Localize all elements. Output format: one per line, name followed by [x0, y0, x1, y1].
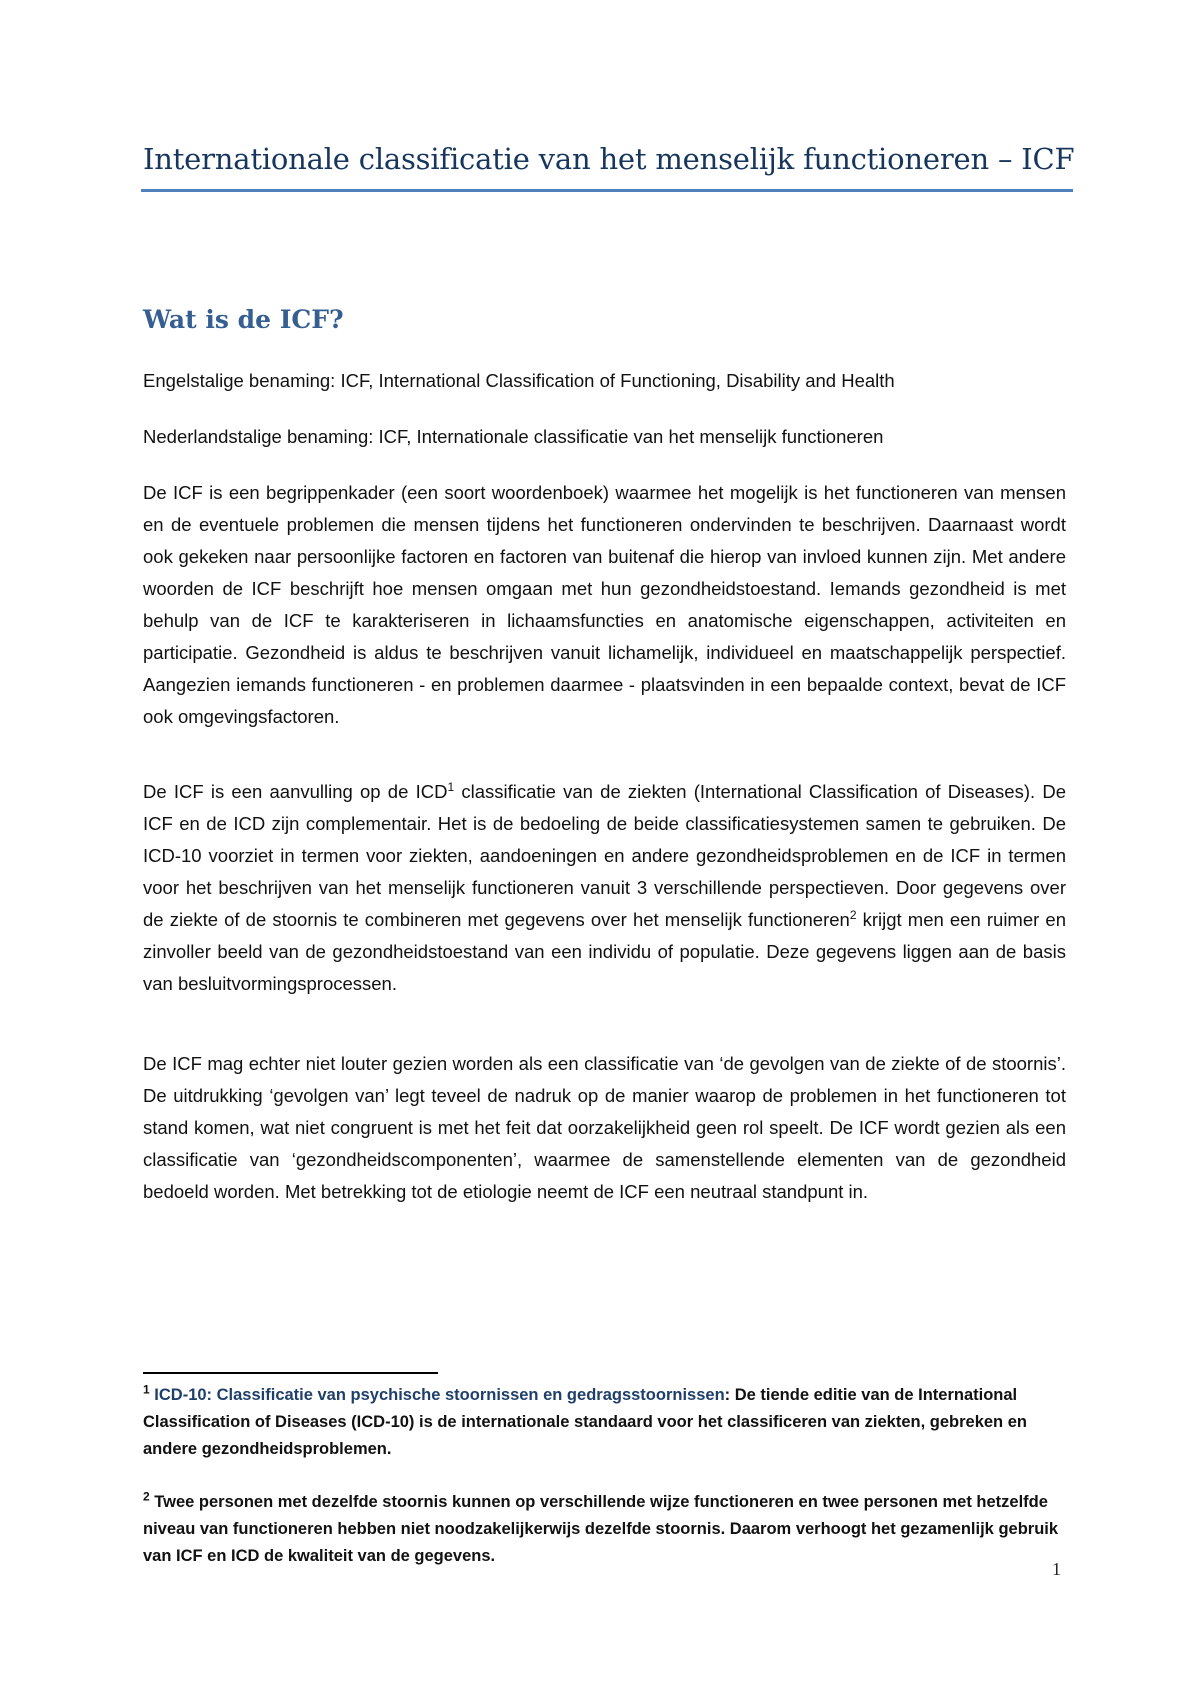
dutch-name-line: Nederlandstalige benaming: ICF, Internationale classificatie van het menselijk functioneren	[143, 426, 884, 447]
page-number: 1	[1052, 1559, 1061, 1579]
document-title: Internationale classificatie van het menselijk functioneren – ICF	[143, 142, 1075, 176]
paragraph-1: De ICF is een begrippenkader (een soort woordenboek) waarmee het mogelijk is het functioneren van mensen en de eventuele problemen die mensen tijdens het functioneren ondervinden te beschrijven. Daarnaast wordt ook gekeken naar persoonlijke factoren en factoren van buitenaf die hierop van invloed kunnen zijn. Met andere woorden de ICF beschrijft hoe mensen omgaan met hun gezondheidstoestand. Iemands gezondheid is met behulp van de ICF te karakteriseren in lichaamsfuncties en anatomische eigenschappen, activiteiten en participatie. Gezondheid is aldus te beschrijven vanuit lichamelijk, individueel en maatschappelijk perspectief. Aangezien iemands functioneren - en problemen daarmee - plaatsvinden in een bepaalde context, bevat de ICF ook omgevingsfactoren.	[143, 482, 1066, 727]
paragraph-2-text-b: classificatie van de ziekten (International Classification of Diseases). De ICF en de ICD zijn complementair. Het is de bedoeling de beide classificatiesystemen samen te gebruiken. De ICD-10 voorziet in termen voor ziekten, aandoeningen en andere gezondheidsproblemen en de ICF in termen voor het beschrijven van het menselijk functioneren vanuit 3 verschillende perspectieven. Door gegevens over de ziekte of de stoornis te combineren met gegevens over het menselijk functioneren	[143, 781, 1066, 930]
english-name-line: Engelstalige benaming: ICF, International Classification of Functioning, Disability and Health	[143, 370, 895, 391]
footnote-ref-1[interactable]: 1	[447, 779, 455, 794]
title-underline	[141, 189, 1073, 192]
paragraph-2	[143, 776, 1066, 1000]
footnote-separator	[143, 1372, 438, 1374]
paragraph-2-text-c: krijgt men een ruimer en zinvoller beeld van de gezondheidstoestand van een individu of populatie. Deze gegevens liggen aan de basis van besluitvormingsprocessen.	[143, 909, 1066, 994]
footnote-1	[143, 1382, 1073, 1463]
footnote-1-number: 1	[143, 1382, 150, 1397]
footnote-2-number: 2	[143, 1489, 150, 1504]
footnote-1-text: : De tiende editie van de International Classification of Diseases (ICD-10) is de internationale standaard voor het classificeren van ziekten, gebreken en andere gezondheidsproblemen.	[143, 1386, 1027, 1458]
footnote-2-text: Twee personen met dezelfde stoornis kunnen op verschillende wijze functioneren en twee personen met hetzelfde niveau van functioneren hebben niet noodzakelijkerwijs dezelfde stoornis. Daarom verhoogt het gezamenlijk gebruik van ICF en ICD de kwaliteit van de gegevens.	[143, 1493, 1059, 1565]
paragraph-3: De ICF mag echter niet louter gezien worden als een classificatie van ‘de gevolgen van de ziekte of de stoornis’. De uitdrukking ‘gevolgen van’ legt teveel de nadruk op de manier waarop de problemen in het functioneren tot stand komen, wat niet congruent is met het feit dat oorzakelijkheid geen rol speelt. De ICF wordt gezien als een classificatie van ‘gezondheidscomponenten’, waarmee de samenstellende elementen van de gezondheid bedoeld worden. Met betrekking tot de etiologie neemt de ICF een neutraal standpunt in.	[143, 1053, 1066, 1202]
paragraph-2-text-a: De ICF is een aanvulling op de ICD	[143, 781, 448, 802]
footnote-ref-2[interactable]: 2	[849, 907, 857, 922]
section-heading: Wat is de ICF?	[143, 305, 344, 334]
footnote-1-link[interactable]: ICD-10: Classificatie van psychische stoornissen en gedragsstoornissen	[154, 1386, 725, 1404]
footnote-2	[143, 1489, 1073, 1570]
